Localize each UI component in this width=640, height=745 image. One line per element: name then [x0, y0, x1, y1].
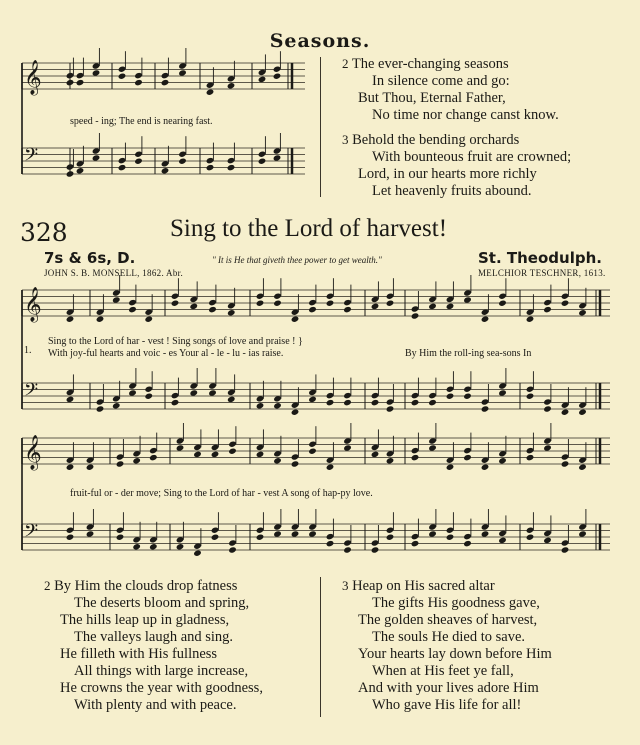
note-head	[144, 393, 153, 400]
verse-line: The souls He died to save.	[372, 629, 526, 645]
note-head	[498, 457, 507, 464]
note-head	[411, 312, 420, 319]
note-head	[481, 405, 490, 412]
note-head	[112, 296, 121, 303]
hymn-title: Sing to the Lord of harvest!	[170, 215, 448, 242]
verse-line: Who gave His life for all!	[372, 697, 522, 713]
note-head	[463, 393, 472, 400]
note-head	[161, 167, 170, 174]
hymn-meter: 7s & 6s, D.	[44, 249, 136, 267]
note-head	[211, 451, 220, 458]
system1-lyric-line1: Sing to the Lord of har - vest ! Sing songs of love and praise ! }	[48, 336, 303, 347]
note-head	[273, 73, 282, 80]
note-head	[86, 464, 95, 471]
system1-lyric-line2b: By Him the roll-ing sea-sons In	[405, 348, 532, 359]
verse-number: 2	[44, 578, 51, 593]
note-head	[144, 316, 153, 323]
note-head	[543, 444, 552, 451]
treble-clef-icon: 𝄞	[24, 60, 42, 95]
note-head	[543, 537, 552, 544]
verse-line: The valleys laugh and sing.	[74, 629, 234, 645]
note-head	[291, 530, 300, 537]
note-head	[132, 543, 141, 550]
note-head	[308, 530, 317, 537]
note-head	[273, 402, 282, 409]
note-head	[118, 164, 127, 171]
note-head	[132, 457, 141, 464]
note-head	[92, 154, 101, 161]
note-head	[178, 69, 187, 76]
verse-number: 2	[342, 56, 349, 71]
note-head	[161, 79, 170, 86]
note-head	[526, 393, 535, 400]
note-head	[273, 300, 282, 307]
note-head	[386, 457, 395, 464]
hymn-epigraph: " It is He that giveth thee power to get wealth."	[212, 255, 382, 265]
treble-clef-icon: 𝄞	[24, 287, 42, 322]
verse-line: And with your lives adore Him	[358, 680, 539, 696]
note-head	[561, 409, 570, 416]
note-head	[134, 158, 143, 165]
bass-clef-icon: 𝄢	[24, 380, 39, 405]
note-head	[206, 164, 215, 171]
note-head	[211, 534, 220, 541]
tune-name: St. Theodulph.	[478, 249, 602, 267]
note-head	[428, 530, 437, 537]
section-title: Seasons.	[269, 30, 371, 52]
note-head	[273, 530, 282, 537]
system1-lyric-line2: With joy-ful hearts and voic - es Your al - le - lu - ias raise.	[48, 348, 284, 359]
note-head	[371, 546, 380, 553]
note-head	[76, 167, 85, 174]
note-head	[134, 79, 143, 86]
note-head	[291, 409, 300, 416]
note-head	[116, 534, 125, 541]
verse-number: 3	[342, 578, 349, 593]
verse-line: But Thou, Eternal Father,	[358, 90, 506, 106]
author-credit: JOHN S. B. MONSELL, 1862. Abr.	[44, 268, 184, 278]
note-head	[371, 451, 380, 458]
note-head	[446, 534, 455, 541]
note-head	[66, 464, 75, 471]
note-head	[193, 550, 202, 557]
note-head	[481, 464, 490, 471]
note-head	[326, 464, 335, 471]
verse-number: 3	[342, 132, 349, 147]
note-head	[561, 460, 570, 467]
note-head	[76, 79, 85, 86]
note-head	[343, 399, 352, 406]
note-head	[66, 534, 75, 541]
note-head	[273, 457, 282, 464]
note-head	[171, 399, 180, 406]
note-head	[371, 399, 380, 406]
note-head	[193, 451, 202, 458]
hymn-verse-3	[342, 577, 552, 714]
note-head	[446, 464, 455, 471]
note-head	[256, 534, 265, 541]
note-head	[543, 306, 552, 313]
verse-line: The deserts bloom and spring,	[74, 595, 250, 611]
composer-credit: MELCHIOR TESCHNER, 1613.	[478, 268, 606, 278]
note-head	[66, 396, 75, 403]
verse-line: He filleth with His fullness	[60, 646, 218, 662]
prev-hymn-lyric: speed - ing; The end is nearing fast.	[70, 116, 213, 127]
verse-line: No time nor change canst know.	[372, 107, 559, 123]
system2-lyric: fruit-ful or - der move; Sing to the Lord of har - vest A song of hap-py love.	[70, 488, 373, 499]
verse-line: Heap on His sacred altar	[352, 578, 495, 594]
note-head	[149, 543, 158, 550]
note-head	[326, 300, 335, 307]
note-head	[561, 300, 570, 307]
note-head	[428, 303, 437, 310]
verse-line: By Him the clouds drop fatness	[54, 578, 238, 594]
note-head	[411, 540, 420, 547]
verse-line: The hills leap up in gladness,	[60, 612, 230, 628]
note-head	[498, 300, 507, 307]
note-head	[386, 534, 395, 541]
verse-line: He crowns the year with goodness,	[60, 680, 263, 696]
verse-line: With bounteous fruit are crowned;	[372, 149, 572, 165]
column-divider-top	[320, 57, 321, 197]
note-head	[208, 389, 217, 396]
note-head	[208, 306, 217, 313]
note-head	[291, 316, 300, 323]
verse-line: Behold the bending orchards	[352, 132, 520, 148]
note-head	[308, 396, 317, 403]
note-head	[112, 402, 121, 409]
note-head	[66, 170, 75, 177]
bass-clef-icon: 𝄢	[24, 521, 39, 546]
note-head	[178, 158, 187, 165]
note-head	[206, 89, 215, 96]
note-head	[343, 546, 352, 553]
note-head	[66, 316, 75, 323]
verse-line: Let heavenly fruits abound.	[372, 183, 532, 199]
note-head	[578, 309, 587, 316]
note-head	[481, 530, 490, 537]
note-head	[411, 454, 420, 461]
note-head	[498, 537, 507, 544]
note-head	[118, 73, 127, 80]
note-head	[228, 546, 237, 553]
verse-line: In silence come and go:	[372, 73, 510, 89]
note-head	[411, 399, 420, 406]
note-head	[463, 540, 472, 547]
note-head	[273, 154, 282, 161]
note-head	[561, 546, 570, 553]
note-head	[227, 164, 236, 171]
note-head	[228, 448, 237, 455]
note-head	[176, 543, 185, 550]
note-head	[463, 296, 472, 303]
note-head	[386, 300, 395, 307]
note-head	[227, 309, 236, 316]
note-head	[371, 303, 380, 310]
note-head	[149, 454, 158, 461]
note-head	[526, 454, 535, 461]
note-head	[96, 405, 105, 412]
verse-line: The gifts His goodness gave,	[372, 595, 540, 611]
note-head	[308, 448, 317, 455]
treble-clef-icon: 𝄞	[24, 435, 42, 470]
note-head	[66, 79, 75, 86]
note-head	[256, 402, 265, 409]
hymn-number: 328	[20, 218, 68, 247]
note-head	[526, 534, 535, 541]
note-head	[256, 451, 265, 458]
clef-signs	[24, 60, 42, 546]
note-head	[258, 76, 267, 83]
note-head	[326, 540, 335, 547]
verse-label: 1.	[24, 345, 32, 356]
note-head	[526, 316, 535, 323]
bass-clef-icon: 𝄢	[24, 145, 39, 170]
note-head	[227, 396, 236, 403]
note-head	[189, 303, 198, 310]
note-head	[326, 399, 335, 406]
verse-line: With plenty and with peace.	[74, 697, 237, 713]
hymn-verse-2	[44, 577, 263, 714]
verse-line: The ever-changing seasons	[351, 56, 509, 72]
note-head	[171, 300, 180, 307]
verse-line: When at His feet ye fall,	[372, 663, 514, 679]
note-head	[386, 405, 395, 412]
verse-line: The golden sheaves of harvest,	[358, 612, 538, 628]
note-head	[96, 316, 105, 323]
note-head	[481, 316, 490, 323]
note-head	[343, 444, 352, 451]
note-head	[498, 389, 507, 396]
note-head	[128, 389, 137, 396]
note-head	[176, 444, 185, 451]
note-head	[189, 389, 198, 396]
note-head	[128, 306, 137, 313]
note-head	[543, 405, 552, 412]
prev-verse-3	[342, 131, 571, 200]
note-head	[578, 530, 587, 537]
note-head	[227, 82, 236, 89]
note-head	[428, 444, 437, 451]
prev-verse-2	[342, 55, 559, 124]
note-head	[343, 306, 352, 313]
verse-line: Your hearts lay down before Him	[358, 646, 552, 662]
note-head	[463, 454, 472, 461]
note-head	[446, 303, 455, 310]
verse-line: Lord, in our hearts more richly	[358, 166, 537, 182]
note-head	[578, 409, 587, 416]
note-head	[256, 300, 265, 307]
note-head	[92, 69, 101, 76]
column-divider-bottom	[320, 577, 321, 717]
note-head	[446, 393, 455, 400]
note-head	[258, 158, 267, 165]
note-head	[116, 460, 125, 467]
verse-line: All things with large increase,	[74, 663, 249, 679]
note-head	[291, 460, 300, 467]
note-head	[308, 306, 317, 313]
note-head	[428, 399, 437, 406]
note-head	[86, 530, 95, 537]
note-head	[578, 464, 587, 471]
